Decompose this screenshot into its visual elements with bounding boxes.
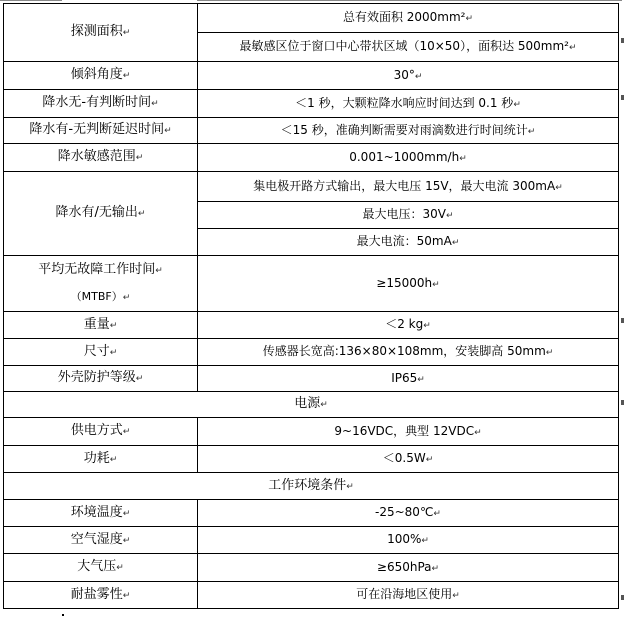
label-power-supply: 供电方式↵ bbox=[4, 418, 198, 446]
value-tilt-angle: 30°↵ bbox=[198, 62, 619, 90]
label-onset-time: 降水无-有判断时间↵ bbox=[4, 90, 198, 118]
label-weight: 重量↵ bbox=[4, 312, 198, 339]
table-row bbox=[4, 172, 619, 202]
value-sensitivity-range: 0.001~1000mm/h↵ bbox=[198, 144, 619, 172]
table-row bbox=[4, 312, 619, 339]
table-row bbox=[4, 418, 619, 446]
value-output-type: 集电极开路方式输出，最大电压 15V，最大电流 300mA↵ bbox=[198, 172, 619, 202]
table-row bbox=[4, 256, 619, 312]
label-output: 降水有/无输出↵ bbox=[4, 172, 198, 256]
table-row bbox=[4, 554, 619, 582]
page-dot-marker bbox=[62, 614, 64, 616]
value-humidity: 100%↵ bbox=[198, 527, 619, 554]
section-environment: 工作环境条件↵ bbox=[4, 473, 619, 500]
label-atmospheric-pressure: 大气压↵ bbox=[4, 554, 198, 582]
value-salt-fog: 可在沿海地区使用↵ bbox=[198, 582, 619, 609]
table-row bbox=[4, 392, 619, 418]
value-onset-time: ＜1 秒，大颗粒降水响应时间达到 0.1 秒↵ bbox=[198, 90, 619, 118]
label-ambient-temperature: 环境温度↵ bbox=[4, 500, 198, 527]
label-detection-area: 探测面积↵ bbox=[4, 4, 198, 62]
table-row bbox=[4, 4, 619, 33]
table-row bbox=[4, 366, 619, 392]
value-max-current: 最大电流：50mA↵ bbox=[198, 229, 619, 256]
value-weight: ＜2 kg↵ bbox=[198, 312, 619, 339]
value-power-consumption: ＜0.5W↵ bbox=[198, 446, 619, 473]
label-end-delay: 降水有-无判断延迟时间↵ bbox=[4, 118, 198, 144]
table-row bbox=[4, 527, 619, 554]
value-atmospheric-pressure: ≥650hPa↵ bbox=[198, 554, 619, 582]
label-dimensions: 尺寸↵ bbox=[4, 339, 198, 366]
value-dimensions: 传感器长宽高:136×80×108mm，安装脚高 50mm↵ bbox=[198, 339, 619, 366]
value-ip-rating: IP65↵ bbox=[198, 366, 619, 392]
table-row bbox=[4, 118, 619, 144]
table-row bbox=[4, 582, 619, 609]
table-row bbox=[4, 473, 619, 500]
label-power-consumption: 功耗↵ bbox=[4, 446, 198, 473]
table-row bbox=[4, 144, 619, 172]
value-mtbf: ≥15000h↵ bbox=[198, 256, 619, 312]
label-ip-rating: 外壳防护等级↵ bbox=[4, 366, 198, 392]
label-tilt-angle: 倾斜角度↵ bbox=[4, 62, 198, 90]
table-row bbox=[4, 339, 619, 366]
value-max-voltage: 最大电压：30V↵ bbox=[198, 202, 619, 229]
label-humidity: 空气湿度↵ bbox=[4, 527, 198, 554]
label-sensitivity-range: 降水敏感范围↵ bbox=[4, 144, 198, 172]
label-salt-fog: 耐盐雾性↵ bbox=[4, 582, 198, 609]
value-sensitive-area: 最敏感区位于窗口中心带状区域（10×50），面积达 500mm²↵ bbox=[198, 33, 619, 62]
value-total-area: 总有效面积 2000mm²↵ bbox=[198, 4, 619, 33]
value-ambient-temperature: -25~80℃↵ bbox=[198, 500, 619, 527]
table-row bbox=[4, 62, 619, 90]
table-row bbox=[4, 500, 619, 527]
spec-table bbox=[3, 3, 619, 609]
value-power-supply: 9~16VDC，典型 12VDC↵ bbox=[198, 418, 619, 446]
value-end-delay: ＜15 秒，准确判断需要对雨滴数进行时间统计↵ bbox=[198, 118, 619, 144]
table-row bbox=[4, 90, 619, 118]
label-mtbf: 平均无故障工作时间↵ （MTBF）↵ bbox=[4, 256, 198, 312]
table-row bbox=[4, 446, 619, 473]
section-power: 电源↵ bbox=[4, 392, 619, 418]
